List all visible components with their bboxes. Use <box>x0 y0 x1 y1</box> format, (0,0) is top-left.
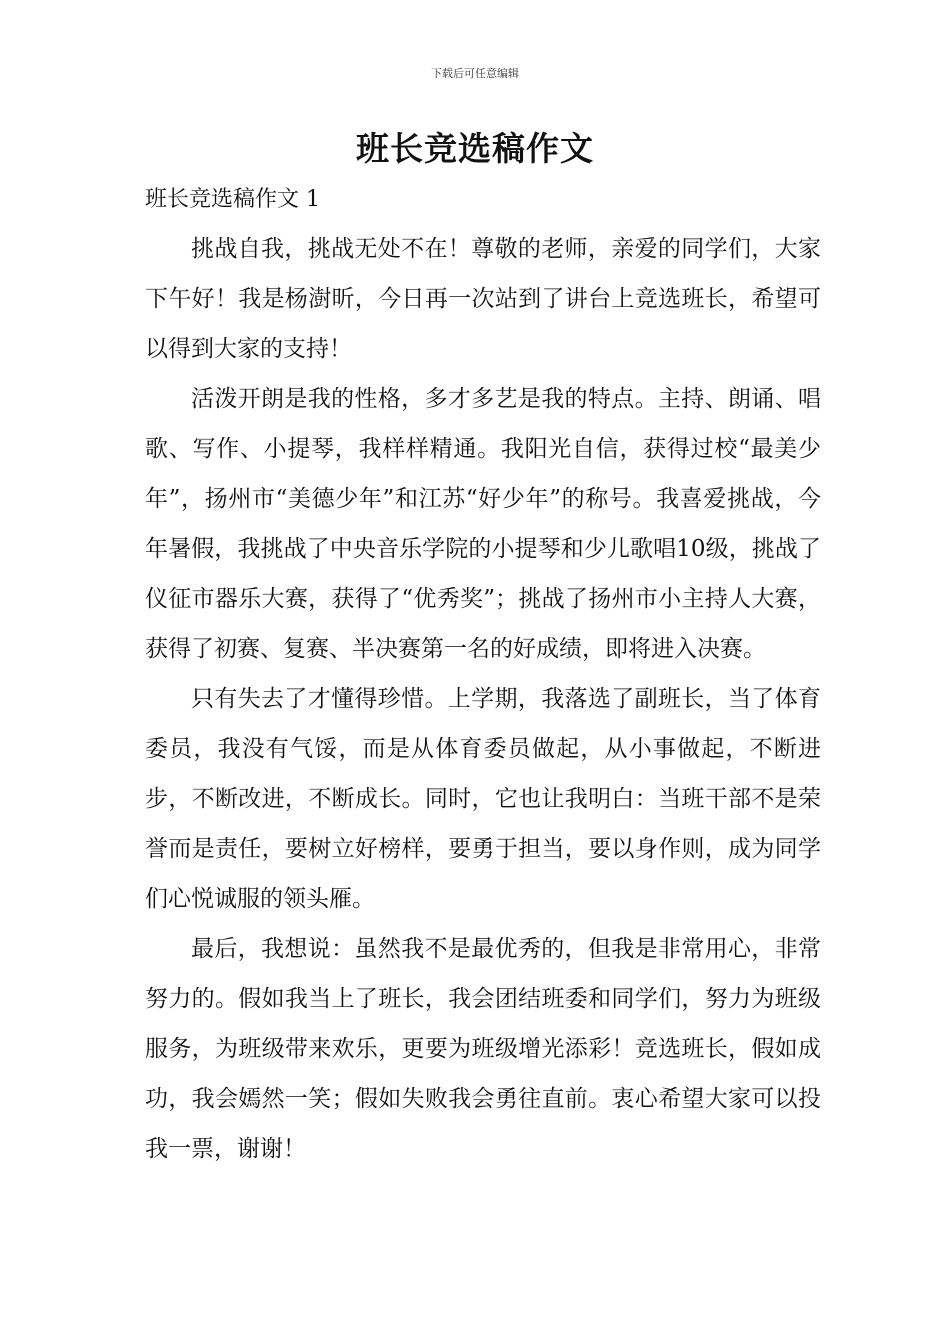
document-title: 班长竞选稿作文 <box>356 129 594 168</box>
header-note: 下载后可任意编辑 <box>431 67 519 80</box>
essay-body <box>145 224 821 1174</box>
essay-subtitle: 班长竞选稿作文 1 <box>145 187 320 212</box>
paragraph-3: 只有失去了才懂得珍惜。上学期，我落选了副班长，当了体育委员，我没有气馁，而是从体育委员做起，从小事做起，不断进步，不断改进，不断成长。同时，它也让我明白：当班干部不是荣誉而是责任，要树立好榜样，要勇于担当，要以身作则，成为同学们心悦诚服的领头雁。 <box>145 686 821 912</box>
paragraph-1: 挑战自我，挑战无处不在！尊敬的老师，亲爱的同学们，大家下午好！我是杨澍昕，今日再一次站到了讲台上竞选班长，希望可以得到大家的支持！ <box>145 236 821 362</box>
paragraph-4: 最后，我想说：虽然我不是最优秀的，但我是非常用心，非常努力的。假如我当上了班长，我会团结班委和同学们，努力为班级服务，为班级带来欢乐，更要为班级增光添彩！竞选班长，假如成功，我会嫣然一笑；假如失败我会勇往直前。衷心希望大家可以投我一票，谢谢！ <box>145 936 821 1162</box>
paragraph-2: 活泼开朗是我的性格，多才多艺是我的特点。主持、朗诵、唱歌、写作、小提琴，我样样精通。我阳光自信，获得过校“最美少年”，扬州市“美德少年”和江苏“好少年”的称号。我喜爱挑战，今年暑假，我挑战了中央音乐学院的小提琴和少儿歌唱10级，挑战了仪征市器乐大赛，获得了“优秀奖”；挑战了扬州市小主持人大赛，获得了初赛、复赛、半决赛第一名的好成绩，即将进入决赛。 <box>145 386 821 662</box>
